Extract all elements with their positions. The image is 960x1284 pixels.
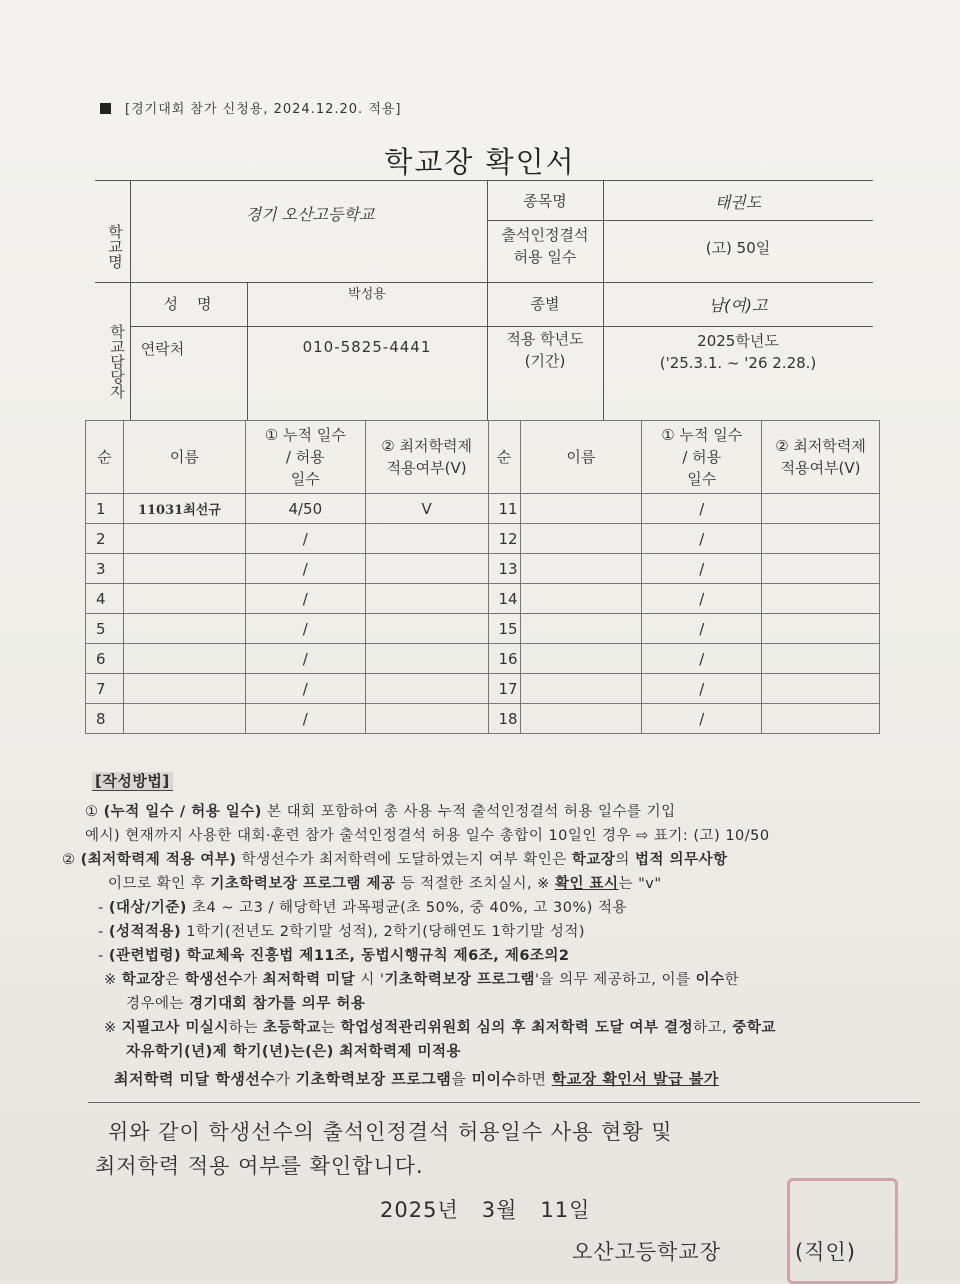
- row-no[interactable]: 7: [86, 674, 124, 704]
- n1-c: 학생선수: [184, 972, 243, 988]
- final-a: 최저학력 미달 학생선수: [114, 1070, 276, 1088]
- col-days-header: [245, 421, 365, 494]
- row-days[interactable]: /: [245, 554, 365, 584]
- i2-line2-b: 기초학력보장 프로그램 제공: [210, 876, 396, 892]
- row-no-2[interactable]: 15: [488, 614, 520, 644]
- roster-table: [85, 420, 880, 734]
- gender-value: 남(여)고: [708, 296, 768, 315]
- i2-bold-d: 법적 의무사항: [635, 852, 728, 868]
- row-no-2[interactable]: 13: [488, 554, 520, 584]
- detail-target: - (대상/기준) 초4 ~ 고3 / 해당학년 과목평균(초 50%, 중 40%, 고 30%) 적용: [98, 900, 628, 916]
- grid-line: [487, 220, 873, 221]
- row-days-2[interactable]: /: [642, 674, 762, 704]
- row-no-2[interactable]: 14: [488, 584, 520, 614]
- row-name[interactable]: [123, 674, 245, 704]
- instruction-2: [62, 848, 728, 869]
- row-min-2[interactable]: [762, 674, 880, 704]
- row-name-2[interactable]: [520, 644, 642, 674]
- d2-text: 1학기(전년도 2학기말 성적), 2학기(당해연도 1학기말 성적): [181, 924, 586, 940]
- d1-bold: (대상/기준): [108, 900, 187, 916]
- table-row: [86, 614, 880, 644]
- col-no-header-2: 순: [488, 421, 520, 494]
- row-no[interactable]: 4: [86, 584, 124, 614]
- table-row: [86, 644, 880, 674]
- col-min-header: [365, 421, 488, 494]
- row-min-2[interactable]: [762, 704, 880, 734]
- final-d: 을: [451, 1070, 472, 1088]
- seal-label: (직인): [795, 1240, 856, 1264]
- n1-f: 시 ': [355, 972, 385, 988]
- contact-label: 연락처: [140, 340, 185, 358]
- row-name-2[interactable]: [520, 494, 642, 524]
- instructions-heading-text: [작성방법]: [92, 772, 173, 791]
- col-days-header-2: / 허용: [285, 448, 325, 466]
- row-no[interactable]: 3: [86, 554, 124, 584]
- row-days-2[interactable]: /: [642, 614, 762, 644]
- note-2: ※ 지필고사 미실시하는 초등학교는 학업성적관리위원회 심의 후 최저학력 도달 여부 결정하고, 중학교: [104, 1020, 776, 1036]
- row-name-2[interactable]: [520, 584, 642, 614]
- row-min-2[interactable]: [762, 584, 880, 614]
- note-1: ※ 학교장은 학생선수가 최저학력 미달 시 '기초학력보장 프로그램'을 의무 제공하고, 이를 이수한: [104, 972, 740, 988]
- i1-text: 본 대회 포함하여 총 사용 누적 출석인정결석 허용 일수를 기입: [261, 804, 676, 820]
- instruction-1: [85, 800, 676, 821]
- n2-c: 초등학교: [263, 1020, 322, 1036]
- instructions-heading: [92, 770, 173, 791]
- col-min-header-2-1: ② 최저학력제: [775, 437, 866, 455]
- table-row: [86, 674, 880, 704]
- n1-a: 학교장: [121, 972, 166, 988]
- confirm-line-1: 위와 같이 학생선수의 출석인정결석 허용일수 사용 현황 및: [108, 1120, 673, 1144]
- n1-line2-a: 경우에는: [126, 996, 190, 1012]
- n2-g: 중학교: [732, 1020, 776, 1036]
- row-days-2[interactable]: /: [642, 554, 762, 584]
- n2-a: 지필고사 미실시: [121, 1020, 229, 1036]
- row-name[interactable]: [123, 704, 245, 734]
- manager-label: 학교담당자: [108, 323, 126, 399]
- row-min-2[interactable]: [762, 554, 880, 584]
- n1-line2-c: 를 의무 허용: [281, 996, 366, 1012]
- page-title: 학교장 확인서: [384, 145, 576, 179]
- year-value: [605, 330, 871, 374]
- table-row: [86, 494, 880, 524]
- d1-text: 초4 ~ 고3 / 해당학년 과목평균(초 50%, 중 40%, 고 30%) 적용: [186, 900, 628, 916]
- row-name[interactable]: 11031최선규: [123, 494, 245, 524]
- manager-name: 박성용: [348, 287, 386, 302]
- final-c: 기초학력보장 프로그램: [295, 1070, 452, 1088]
- final-b: 가: [275, 1070, 296, 1088]
- n1-line2-b: 경기대회 참가: [189, 996, 282, 1012]
- n1-b: 은: [165, 972, 185, 988]
- row-no[interactable]: 8: [86, 704, 124, 734]
- row-min-2[interactable]: [762, 644, 880, 674]
- row-name[interactable]: [123, 554, 245, 584]
- row-name[interactable]: [123, 614, 245, 644]
- row-min[interactable]: V: [365, 494, 488, 524]
- n1-g: 기초학력보장 프로그램: [384, 972, 536, 988]
- col-min-header-2: 적용여부(V): [386, 459, 467, 477]
- row-name-2[interactable]: [520, 674, 642, 704]
- col-min-header-1: ② 최저학력제: [381, 437, 472, 455]
- i2-bold-b: 학교장: [571, 852, 616, 868]
- row-days[interactable]: /: [245, 704, 365, 734]
- final-f: 하면: [516, 1070, 552, 1088]
- row-days[interactable]: /: [245, 524, 365, 554]
- i2-line2-e: 는 "v": [618, 876, 662, 892]
- col-days-header-2-1: ① 누적 일수: [661, 426, 743, 444]
- row-days[interactable]: 4/50: [245, 494, 365, 524]
- n2-e: 학업성적관리위원회 심의 후 최저학력 도달 여부 결정: [340, 1020, 694, 1036]
- row-days-2[interactable]: /: [642, 584, 762, 614]
- row-min[interactable]: [365, 674, 488, 704]
- row-days[interactable]: /: [245, 674, 365, 704]
- row-no-2[interactable]: 16: [488, 644, 520, 674]
- note-2-line2: 자유학기(년)제 학기(년)는(은) 최저학력제 미적용: [126, 1044, 462, 1060]
- grid-line: [130, 326, 873, 327]
- confirm-date: 2025년 3월 11일: [380, 1198, 591, 1222]
- row-name[interactable]: [123, 644, 245, 674]
- allowed-days-label-2: 허용 일수: [513, 248, 577, 266]
- col-name-header-2: 이름: [520, 421, 642, 494]
- col-min-header-2-2: 적용여부(V): [780, 459, 861, 477]
- header-note: [100, 98, 402, 117]
- row-name[interactable]: [123, 584, 245, 614]
- n1-j: 한: [724, 972, 740, 988]
- i2-line2-d: 확인 표시: [554, 876, 619, 892]
- allowed-days-label-1: 출석인정결석: [501, 226, 589, 244]
- row-no-2[interactable]: 17: [488, 674, 520, 704]
- instruction-2-line2: [108, 872, 662, 893]
- instruction-1-example: 예시) 현재까지 사용한 대회·훈련 참가 출석인정결석 허용 일수 총합이 10일인 경우 ⇨ 표기: (고) 10/50: [85, 828, 770, 844]
- table-row: [86, 554, 880, 584]
- row-days[interactable]: /: [245, 614, 365, 644]
- n2-f: 하고,: [693, 1020, 733, 1036]
- row-no-2[interactable]: 11: [488, 494, 520, 524]
- detail-grade: - (성적적용) 1학기(전년도 2학기말 성적), 2학기(당해연도 1학기말 성적): [98, 924, 586, 940]
- grid-line: [95, 282, 873, 283]
- row-min[interactable]: [365, 644, 488, 674]
- col-days-header-2: [642, 421, 762, 494]
- final-note: [114, 1068, 719, 1089]
- event-label: 종목명: [523, 192, 567, 210]
- grid-line: [247, 282, 248, 420]
- n1-d: 가: [242, 972, 263, 988]
- grid-line: [130, 180, 131, 420]
- official-seal: [787, 1178, 898, 1284]
- table-row: [86, 524, 880, 554]
- d2-bold: (성적적용): [108, 924, 182, 940]
- row-no[interactable]: 6: [86, 644, 124, 674]
- detail-law: - (관련법령) 학교체육 진흥법 제11조, 동법시행규칙 제6조, 제6조의2: [98, 948, 570, 964]
- n2-b: 하는: [228, 1020, 263, 1036]
- row-min-2[interactable]: [762, 614, 880, 644]
- confirm-line-2: 최저학력 적용 여부를 확인합니다.: [95, 1154, 424, 1178]
- row-days[interactable]: /: [245, 584, 365, 614]
- event-value: 태권도: [714, 193, 762, 212]
- year-value-2: ('25.3.1. ~ '26 2.28.): [659, 354, 817, 372]
- col-days-header-3: 일수: [290, 470, 320, 488]
- i2-text-c: 의: [615, 852, 635, 868]
- row-min-2[interactable]: [762, 524, 880, 554]
- row-no-2[interactable]: 12: [488, 524, 520, 554]
- roster-header-row: [86, 421, 880, 494]
- allowed-days-value: (고) 50일: [705, 239, 771, 257]
- i2-bold: (최저학력제 적용 여부): [80, 852, 237, 868]
- header-note-text: [경기대회 참가 신청용, 2024.12.20. 적용]: [125, 102, 402, 117]
- name-label: 성 명: [163, 295, 212, 313]
- row-days-2[interactable]: /: [642, 704, 762, 734]
- divider: [88, 1102, 920, 1103]
- row-no-2[interactable]: 18: [488, 704, 520, 734]
- row-no[interactable]: 5: [86, 614, 124, 644]
- row-days-2[interactable]: /: [642, 524, 762, 554]
- school-label: 학교명: [106, 223, 124, 269]
- col-days-header-2-3: 일수: [687, 470, 717, 488]
- col-name-header: 이름: [123, 421, 245, 494]
- i1-bold: (누적 일수 / 허용 일수): [103, 804, 262, 820]
- row-no[interactable]: 1: [86, 494, 124, 524]
- row-days-2[interactable]: /: [642, 644, 762, 674]
- square-bullet-icon: [100, 103, 111, 114]
- i2-text-a: 학생선수가 최저학력에 도달하였는지 여부 확인은: [236, 852, 572, 868]
- year-label-2: (기간): [524, 352, 566, 370]
- i2-num: ②: [62, 852, 76, 868]
- table-row: [86, 584, 880, 614]
- row-name-2[interactable]: [520, 554, 642, 584]
- n2-d: 는: [321, 1020, 341, 1036]
- col-days-header-2-2: / 허용: [682, 448, 722, 466]
- i2-line2-c: 등 적절한 조치실시, ※: [395, 876, 555, 892]
- grid-line: [95, 180, 873, 181]
- allowed-days-label: [490, 224, 600, 268]
- grid-line: [487, 180, 488, 420]
- d3-bold: (관련법령) 학교체육 진흥법 제11조, 동법시행규칙 제6조, 제6조의2: [108, 948, 570, 964]
- row-name-2[interactable]: [520, 524, 642, 554]
- col-days-header-1: ① 누적 일수: [264, 426, 346, 444]
- n1-i: 이수: [695, 972, 725, 988]
- contact-value: 010-5825-4441: [302, 338, 432, 356]
- n1-h: '을 의무 제공하고, 이를: [535, 972, 696, 988]
- col-min-header-2: [762, 421, 880, 494]
- row-days[interactable]: /: [245, 644, 365, 674]
- i2-line2-a: 이므로 확인 후: [108, 876, 211, 892]
- row-no[interactable]: 2: [86, 524, 124, 554]
- note-1-line2: [126, 992, 365, 1013]
- grid-line: [603, 180, 604, 420]
- row-name-2[interactable]: [520, 704, 642, 734]
- year-value-1: 2025학년도: [697, 332, 779, 350]
- col-no-header: 순: [86, 421, 124, 494]
- i1-num: ①: [85, 804, 99, 820]
- row-min[interactable]: [365, 614, 488, 644]
- roster-body: [86, 494, 880, 734]
- table-row: [86, 704, 880, 734]
- row-min[interactable]: [365, 524, 488, 554]
- year-label-1: 적용 학년도: [506, 330, 584, 348]
- year-label: [490, 328, 600, 372]
- row-min-2[interactable]: [762, 494, 880, 524]
- row-min[interactable]: [365, 584, 488, 614]
- row-min[interactable]: [365, 704, 488, 734]
- row-name-2[interactable]: [520, 614, 642, 644]
- gender-label: 종별: [530, 295, 560, 313]
- final-e: 미이수: [471, 1070, 517, 1088]
- n1-e: 최저학력 미달: [262, 972, 356, 988]
- row-min[interactable]: [365, 554, 488, 584]
- signer: 오산고등학교장: [572, 1240, 722, 1264]
- row-name[interactable]: [123, 524, 245, 554]
- final-g: 학교장 확인서 발급 불가: [551, 1070, 719, 1088]
- school-name: 경기 오산고등학교: [245, 205, 375, 224]
- row-days-2[interactable]: /: [642, 494, 762, 524]
